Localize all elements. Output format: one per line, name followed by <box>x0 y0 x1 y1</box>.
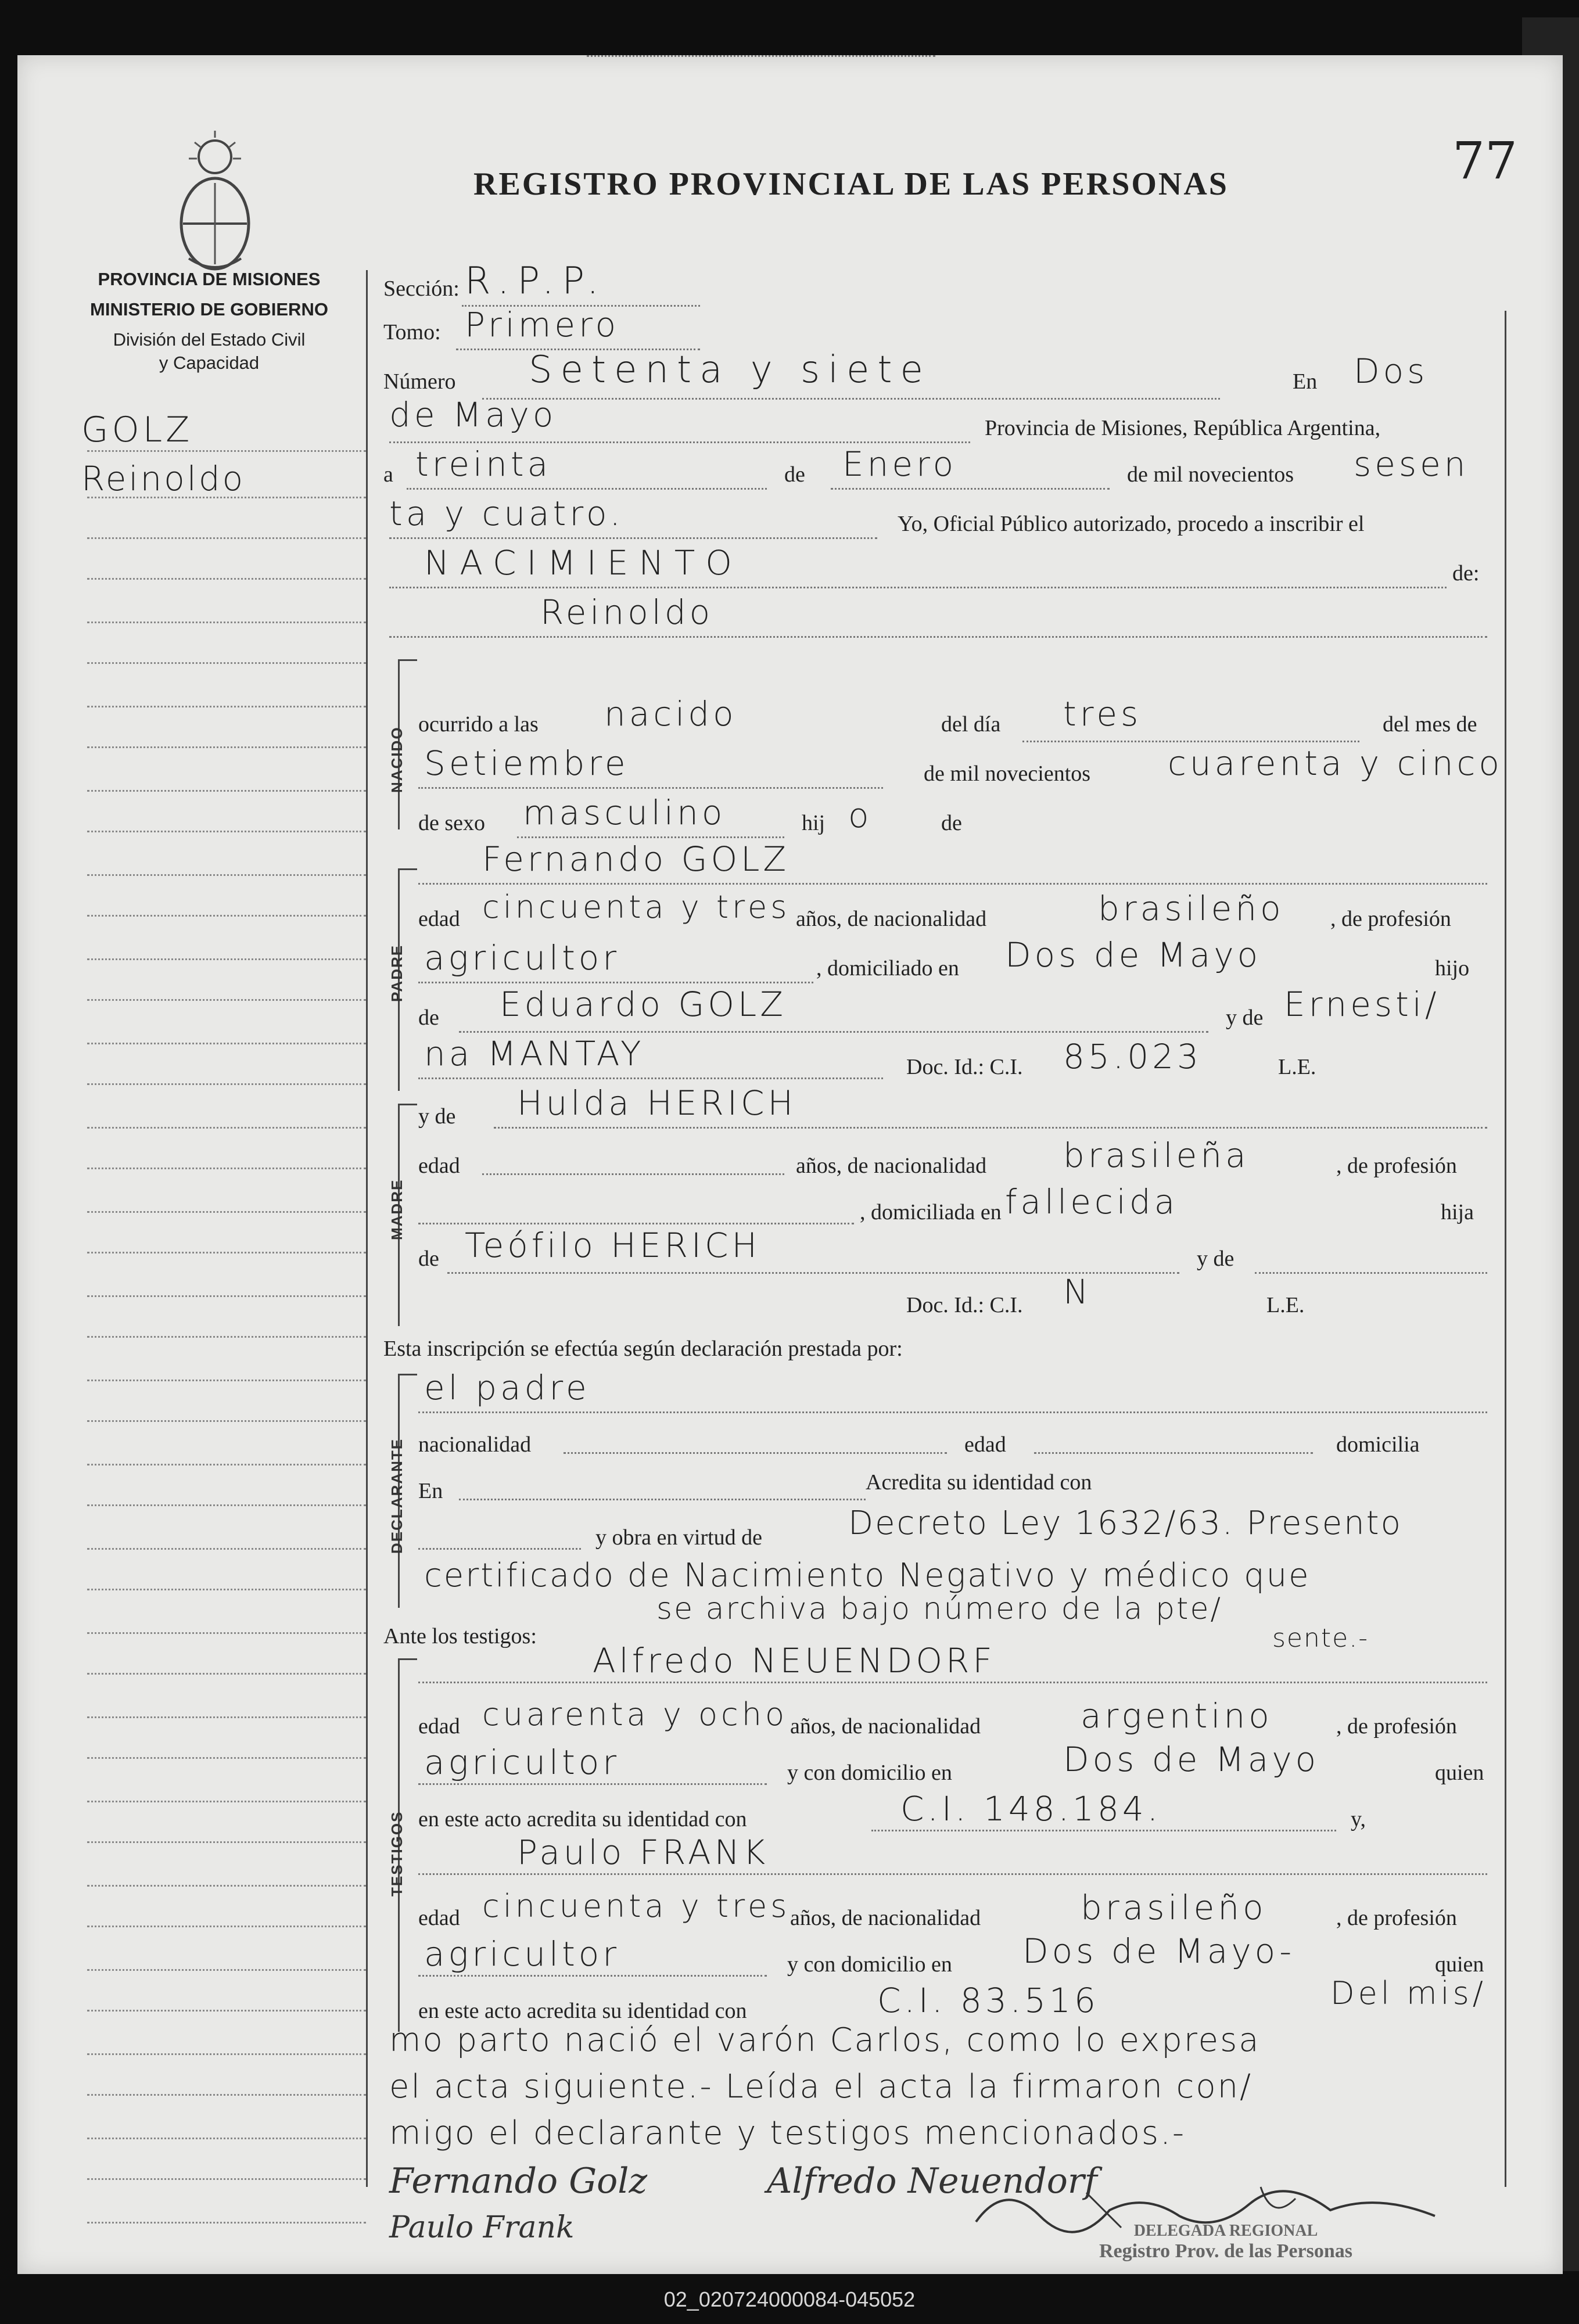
label-numero: Número <box>383 369 456 394</box>
value-t2-nac: brasileño <box>1081 1888 1267 1927</box>
label-ocurrido: ocurrido a las <box>418 712 539 737</box>
label-acredita-t2: en este acto acredita su identidad con <box>418 1999 747 2023</box>
value-padre-nac: brasileño <box>1098 889 1284 928</box>
margin-line <box>87 537 366 539</box>
signature-witness-1: Alfredo Neuendorf <box>767 2161 1097 2201</box>
value-t1-prof: agricultor <box>424 1743 620 1782</box>
label-con-dom-t2: y con domicilio en <box>787 1952 952 1977</box>
margin-line <box>87 1380 366 1381</box>
label-domiciliado: , domiciliado en <box>816 956 959 980</box>
value-t1-dom: Dos de Mayo <box>1063 1740 1320 1779</box>
label-nacionalidad-decl: nacionalidad <box>418 1432 532 1457</box>
value-nombre: Reinoldo <box>540 592 714 632</box>
margin-line <box>87 999 366 1001</box>
margin-line <box>87 1336 366 1338</box>
label-provincia: Provincia de Misiones, República Argentina, <box>985 416 1381 440</box>
margin-surname: GOLZ <box>81 410 193 450</box>
margin-line <box>87 1548 366 1550</box>
margin-line <box>87 1926 366 1927</box>
label-mil-nov-nac: de mil novecientos <box>924 762 1091 786</box>
issuer-division: División del Estado Civil <box>113 329 306 350</box>
value-padre-prof: agricultor <box>424 938 620 978</box>
value-acto: NACIMIENTO <box>424 543 742 583</box>
official-stamp <box>1052 2222 1400 2262</box>
label-mil-novecientos: de mil novecientos <box>1127 462 1294 487</box>
margin-line <box>87 1211 366 1213</box>
signature-father: Fernando Golz <box>389 2161 648 2201</box>
label-edad-t1: edad <box>418 1714 460 1738</box>
frame-label: 02_020724000084-045052 <box>0 2275 1579 2324</box>
label-y-de-abuela-p: y de <box>1226 1005 1264 1030</box>
value-tomo: Primero <box>465 305 620 344</box>
value-abuelo-p: Eduardo GOLZ <box>500 985 787 1024</box>
page-title: REGISTRO PROVINCIAL DE LAS PERSONAS <box>473 166 1229 202</box>
margin-line <box>87 1420 366 1422</box>
label-sexo: de sexo <box>418 811 486 835</box>
issuer-province: PROVINCIA DE MISIONES <box>98 269 321 289</box>
value-dia-nac: tres <box>1063 694 1142 734</box>
value-en: Dos <box>1354 351 1429 391</box>
margin-line <box>87 1632 366 1634</box>
margin-line <box>87 1757 366 1759</box>
issuer-ministry: MINISTERIO DE GOBIERNO <box>90 299 328 319</box>
left-rule <box>366 270 368 2187</box>
margin-line <box>87 1127 366 1129</box>
label-del-dia: del día <box>941 712 1001 737</box>
margin-line <box>87 1801 366 1802</box>
value-t1-nombre: Alfredo NEUENDORF <box>593 1641 996 1680</box>
label-de-abuelo-p: de <box>418 1005 439 1030</box>
label-anos-t1: años, de nacionalidad <box>790 1714 981 1738</box>
label-doc-padre: Doc. Id.: C.I. <box>906 1055 1023 1079</box>
value-obra-l4: sente.- <box>1272 1623 1369 1653</box>
label-profesion-t2: , de profesión <box>1336 1906 1457 1930</box>
margin-line <box>87 2222 366 2224</box>
value-padre-edad: cincuenta y tres <box>482 889 791 925</box>
value-mes: Enero <box>842 444 957 484</box>
margin-line <box>87 1043 366 1044</box>
value-t1-edad: cuarenta y ocho <box>482 1696 788 1733</box>
value-mes-nac: Setiembre <box>424 743 629 783</box>
issuer-block <box>52 264 366 378</box>
value-t2-dom: Dos de Mayo- <box>1022 1931 1296 1971</box>
margin-line <box>87 2178 366 2180</box>
label-hij: hij <box>802 811 826 835</box>
label-edad-decl: edad <box>964 1432 1006 1457</box>
label-a: a <box>383 462 393 487</box>
margin-line <box>87 790 366 792</box>
margin-line <box>87 706 366 707</box>
stamp-line-2: Registro Prov. de las Personas <box>1099 2240 1352 2262</box>
margin-line <box>87 874 366 876</box>
value-abuela-p: Ernesti/ <box>1284 985 1440 1024</box>
label-con-dom-t1: y con domicilio en <box>787 1761 952 1785</box>
value-nota-2: mo parto nació el varón Carlos, como lo expresa <box>389 2021 1261 2059</box>
label-de-padres: de <box>941 811 962 835</box>
value-t1-nac: argentino <box>1081 1696 1273 1736</box>
right-rule <box>1505 311 1506 2187</box>
side-label-testigos: TESTIGOS <box>388 1811 405 1896</box>
value-ciudad: de Mayo <box>389 395 557 434</box>
margin-line <box>87 1841 366 1843</box>
label-y-de-madre: y de <box>418 1104 456 1129</box>
value-madre-nombre: Hulda HERICH <box>517 1083 797 1123</box>
label-edad-madre: edad <box>418 1154 460 1178</box>
value-padre-dom: Dos de Mayo <box>1005 935 1262 975</box>
value-madre-dom: fallecida <box>1005 1182 1179 1222</box>
value-anio: sesen <box>1354 444 1469 484</box>
label-en: En <box>1293 369 1318 394</box>
side-label-madre: MADRE <box>388 1179 405 1240</box>
margin-line <box>87 915 366 917</box>
label-anos-madre: años, de nacionalidad <box>796 1154 987 1178</box>
value-padre-nombre: Fernando GOLZ <box>482 839 790 879</box>
label-del-mes: del mes de <box>1383 712 1477 737</box>
value-anio-nac: cuarenta y cinco <box>1168 743 1503 783</box>
value-t2-ci: C.I. 83.516 <box>877 1981 1099 2020</box>
margin-line <box>87 1295 366 1297</box>
value-abuelo-m: Teófilo HERICH <box>465 1226 761 1265</box>
label-le-padre: L.E. <box>1278 1055 1316 1079</box>
margin-line <box>87 746 366 748</box>
value-t2-prof: agricultor <box>424 1934 620 1974</box>
side-label-declarante: DECLARANTE <box>388 1438 405 1554</box>
label-quien-t2: quien <box>1435 1952 1484 1977</box>
label-domicilia-decl: domicilia <box>1336 1432 1420 1457</box>
label-acredita-decl: Acredita su identidad con <box>866 1470 1092 1495</box>
margin-line <box>87 1464 366 1465</box>
margin-line <box>87 497 366 498</box>
stamp-line-1: DELEGADA REGIONAL <box>1133 2222 1318 2240</box>
margin-line <box>87 622 366 623</box>
value-padre-ci: 85.023 <box>1063 1037 1202 1076</box>
margin-line <box>87 2053 366 2055</box>
value-madre-nac: brasileña <box>1063 1136 1250 1175</box>
label-acredita-t1: en este acto acredita su identidad con <box>418 1807 747 1831</box>
margin-line <box>87 578 366 580</box>
margin-line <box>87 2138 366 2139</box>
value-obra-l3: se archiva bajo número de la pte/ <box>656 1592 1222 1626</box>
label-obra-virtud: y obra en virtud de <box>595 1525 763 1550</box>
label-anos-t2: años, de nacionalidad <box>790 1906 981 1930</box>
margin-line <box>87 662 366 664</box>
margin-given-name: Reinoldo <box>81 459 246 498</box>
margin-line <box>87 1589 366 1590</box>
side-label-nacido: NACIDO <box>388 726 405 793</box>
value-anio-cont: ta y cuatro. <box>389 494 624 533</box>
coat-of-arms-icon <box>171 125 259 276</box>
label-y-de-abuela-m: y de <box>1197 1247 1235 1271</box>
value-t2-nombre: Paulo FRANK <box>517 1833 769 1872</box>
value-abuela-p2: na MANTAY <box>424 1034 645 1073</box>
value-nota-3: el acta siguiente.- Leída el acta la firmaron con/ <box>389 2068 1253 2106</box>
margin-line <box>87 958 366 960</box>
label-profesion-t1: , de profesión <box>1336 1714 1457 1738</box>
margin-line <box>87 1504 366 1506</box>
label-ante-testigos: Ante los testigos: <box>383 1624 537 1648</box>
margin-line <box>87 2094 366 2096</box>
margin-line <box>87 1083 366 1085</box>
margin-line <box>87 2010 366 2012</box>
label-hija: hija <box>1441 1200 1474 1224</box>
margin-line <box>87 1252 366 1253</box>
page-number: 77 <box>1452 131 1517 191</box>
value-seccion: R.P.P. <box>465 260 607 303</box>
side-label-padre: PADRE <box>388 944 405 1002</box>
label-domiciliada: , domiciliada en <box>860 1200 1002 1224</box>
value-nota-1: Del mis/ <box>1330 1975 1487 2012</box>
label-tomo: Tomo: <box>383 320 441 344</box>
margin-line <box>87 450 366 452</box>
label-anos-padre: años, de nacionalidad <box>796 907 987 931</box>
margin-line <box>87 1969 366 1971</box>
value-sexo: masculino <box>523 793 726 832</box>
value-numero: Setenta y siete <box>529 349 931 391</box>
label-doc-madre: Doc. Id.: C.I. <box>906 1293 1023 1317</box>
margin-line <box>87 1168 366 1169</box>
label-en-decl: En <box>418 1479 443 1503</box>
margin-line <box>87 1716 366 1718</box>
value-nota-4: migo el declarante y testigos mencionados.- <box>389 2114 1186 2152</box>
label-le-madre: L.E. <box>1266 1293 1305 1317</box>
label-oficial: Yo, Oficial Público autorizado, procedo a inscribir el <box>898 512 1365 536</box>
label-declaracion: Esta inscripción se efectúa según declaración prestada por: <box>383 1337 903 1361</box>
label-de-abuelo-m: de <box>418 1247 439 1271</box>
value-t1-ci: C.I. 148.184. <box>900 1789 1162 1829</box>
margin-line <box>87 1885 366 1887</box>
value-madre-ci: N <box>1063 1272 1092 1312</box>
label-profesion-madre: , de profesión <box>1336 1154 1457 1178</box>
label-edad-t2: edad <box>418 1906 460 1930</box>
margin-line <box>87 831 366 832</box>
value-obra-virtud: Decreto Ley 1632/63. Presento <box>848 1504 1402 1542</box>
value-declarante: el padre <box>424 1368 590 1407</box>
label-hijo: hijo <box>1435 956 1470 980</box>
signature-witness-2: Paulo Frank <box>389 2210 575 2245</box>
label-quien-t1: quien <box>1435 1761 1484 1785</box>
value-hij: o <box>848 796 873 835</box>
issuer-capacity: y Capacidad <box>159 353 260 373</box>
value-dia: treinta <box>415 444 552 484</box>
label-edad-padre: edad <box>418 907 460 931</box>
label-de: de <box>784 462 805 487</box>
value-obra-l2: certificado de Nacimiento Negativo y médico que <box>424 1557 1311 1594</box>
label-seccion: Sección: <box>383 276 460 301</box>
value-ocurrido: nacido <box>604 694 737 734</box>
margin-line <box>87 1673 366 1675</box>
value-t2-edad: cincuenta y tres <box>482 1888 791 1924</box>
label-profesion-padre: , de profesión <box>1330 907 1451 931</box>
label-y-t1: y, <box>1351 1807 1366 1831</box>
register-page <box>17 55 1563 2274</box>
label-de-acto: de: <box>1452 561 1480 586</box>
